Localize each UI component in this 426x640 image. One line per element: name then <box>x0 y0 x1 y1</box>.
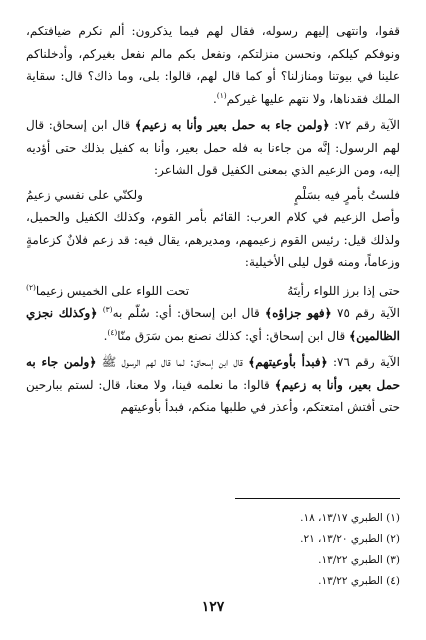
verse-2-second-hemistich <box>26 280 189 303</box>
footnote-1: (١) الطبري ١٣/١٧، ١٨. <box>300 512 400 524</box>
paragraph-1-text: قفوا، وانتهى إليهم رسوله، فقال لهم فيما يذكرون: ألم نكرم ضيافتكم، ونوفكم كيلكم، ونحسن منزلتكم، ونفعل بكم مالم نفعل بغيركم، وأدخلناكم علينا في بيوتنا ومنازلنا؟ أو كما قال لهم، قالوا: بلى، وما ذاك؟ قال: سقاية الملك فقدناها، ولا نتهم عليها غيركم <box>26 24 400 106</box>
footnote-2: (٢) الطبري ١٣/٢٠، ٢١. <box>300 533 400 545</box>
footnotes <box>26 508 400 592</box>
verse-number-72: الآية رقم ٧٢: <box>334 118 400 132</box>
paragraph-4-text: قال ابن إسحاق: أي: كذلك نصنع بمن سَرَق منّا <box>117 328 346 343</box>
paragraph-2-text: قال ابن إسحاق: قال لهم الرسول: إنَّه من جاءنا به فله حمل بعير، وأنا به كفيل بذلك حتى أؤديه إليه، ومن الزعيم الذي بمعنى الكفيل قول الشاعر: <box>26 118 400 177</box>
quran-quote: ﴿فبدأ بأوعيتهم﴾ <box>248 355 328 369</box>
verse-number-76: الآية رقم ٧٦: <box>332 355 400 369</box>
verse-1-first-hemistich: فلستُ بأمرٍ فيه بسَلْمٍ <box>294 187 400 202</box>
period: . <box>103 328 108 343</box>
verse-1-second-hemistich: ولكنّي على نفسي زعيمُ <box>26 187 143 202</box>
paragraph-4 <box>26 302 400 347</box>
footnote-ref-3: (٣) <box>102 305 113 314</box>
paragraph-3: وأصل الزعيم في كلام العرب: القائم بأمر القوم، وكذلك الكفيل والحميل، ولذلك قيل: رئيس القوم زعيمهم، ومديرهم، يقال فيه: قد زعم فلانٌ كزعامةٍ وزعاماً، ومنه قول ليلى الأخيلية: <box>26 210 400 269</box>
footnote-ref-4: (٤) <box>107 327 118 337</box>
quran-quote: ﴿ولمن جاء به حمل بعير، وأنا به زعيم﴾ <box>26 355 400 392</box>
quran-quote: ﴿وكذلك نجزي الظالمين﴾ <box>26 306 400 343</box>
poetry-verse-2 <box>26 280 400 303</box>
period: . <box>212 91 217 106</box>
poetry-verse-1 <box>26 184 400 207</box>
page-content <box>26 20 400 620</box>
footnote-ref-2: (٢) <box>26 282 36 292</box>
page-number: ١٢٧ <box>201 599 225 615</box>
paragraph-1 <box>26 20 400 110</box>
paragraph-2 <box>26 114 400 182</box>
footnote-ref-1: (١) <box>216 90 227 100</box>
quran-quote: ﴿فهو جزاؤه﴾ <box>265 306 332 320</box>
verse-number-75: الآية رقم ٧٥ <box>337 306 400 320</box>
paragraph-5 <box>26 351 400 419</box>
paragraph-5-text: قالوا: ما نعلمه فينا، ولا معنا، قال: لستم ببارحين حتى أفتش امتعتكم، وأعذر في طلبها منكم، فبدأ بأوعيتهم <box>26 377 400 414</box>
footnote-4: (٤) الطبري ١٣/٢٢. <box>318 575 400 587</box>
paragraph-5-text: قال ابن إسحاق: لما قال لهم الرسول ﷺ <box>101 355 243 369</box>
verse-2-first-hemistich: حتى إذا برز اللواء رأيتَهُ <box>287 283 400 298</box>
verse-2-text: تحت اللواء على الخميس زعيما <box>35 283 190 298</box>
quran-quote: ﴿ولمن جاء به حمل بعير وأنا به زعيم﴾ <box>134 118 330 132</box>
paragraph-4-text: قال ابن إسحاق: أي: سُلّم به <box>112 306 260 320</box>
footnote-separator <box>235 498 400 499</box>
footnote-3: (٣) الطبري ١٣/٢٢. <box>318 554 400 566</box>
